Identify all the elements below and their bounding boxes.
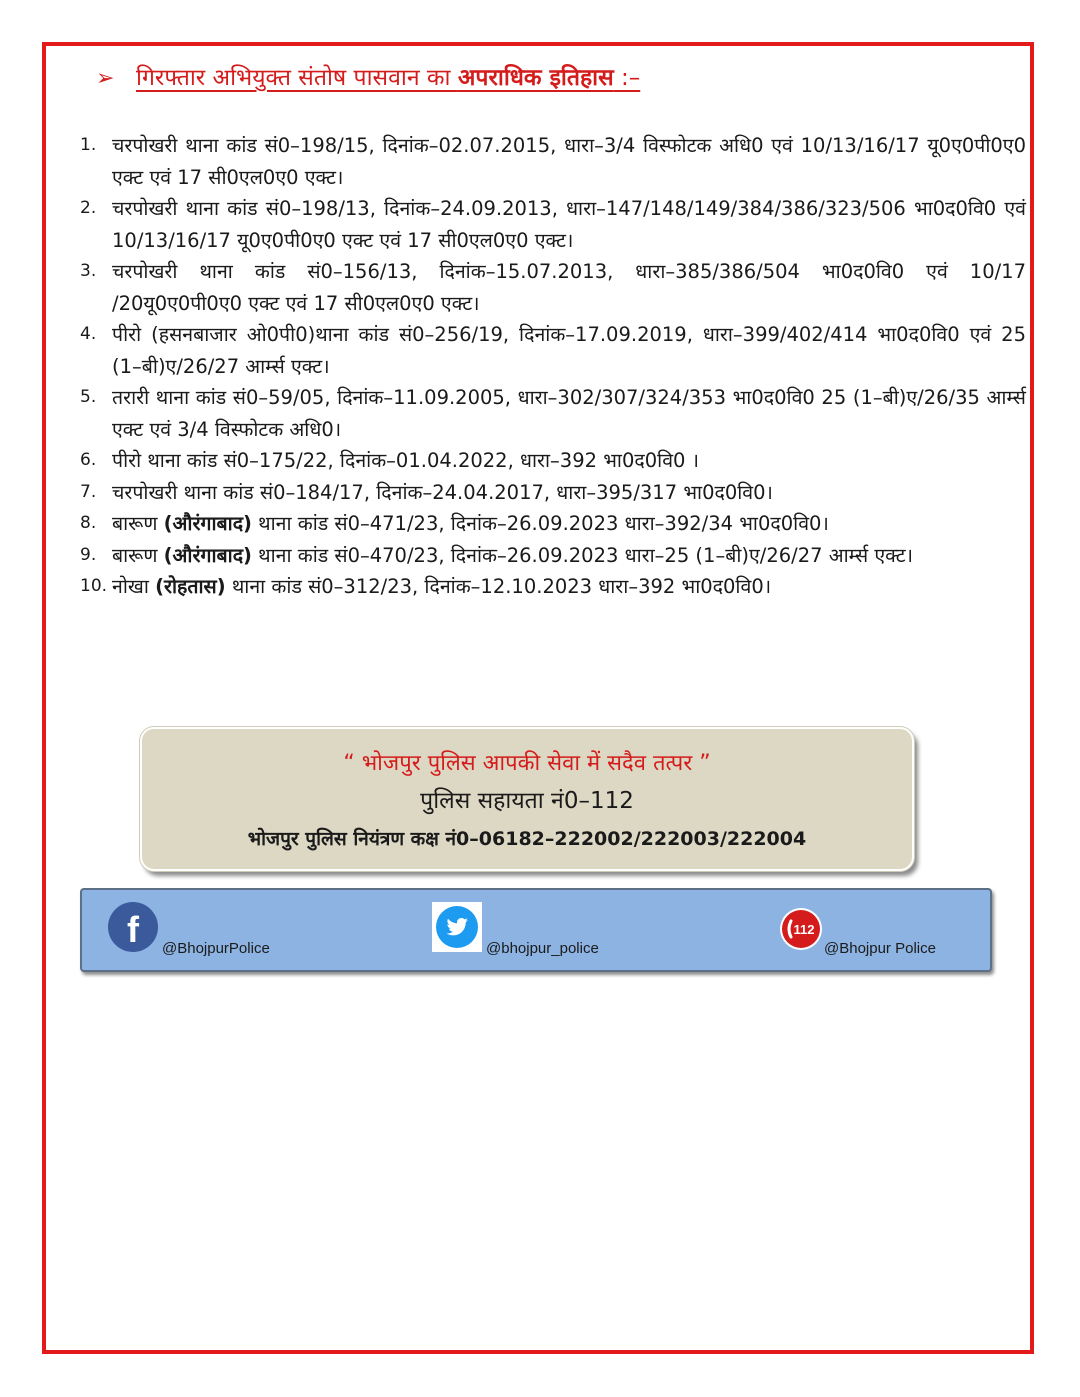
list-item: 7. चरपोखरी थाना कांड सं0–184/17, दिनांक–24.04.2017, धारा–395/317 भा0द0वि0। — [80, 480, 773, 504]
list-item: 2. चरपोखरी थाना कांड सं0–198/13, दिनांक–24.09.2013, धारा–147/148/149/384/386/323/506 भा0द0वि0 एवं 10/13/16/17 यू0ए0पी0ए0 एक्ट एवं 17 सी0एल0ए0 एक्ट। — [80, 197, 1026, 252]
criminal-history-list — [80, 130, 1026, 603]
heading-text: गिरफ्तार अभियुक्त संतोष पासवान का — [136, 65, 458, 91]
list-item: 1. चरपोखरी थाना कांड सं0–198/15, दिनांक–02.07.2015, धारा–3/4 विस्फोटक अधि0 एवं 10/13/16/17 यू0ए0पी0ए0 एक्ट एवं 17 सी0एल0ए0 एक्ट। — [80, 134, 1026, 189]
list-item: 9. बारूण (औरंगाबाद) थाना कांड सं0–470/23, दिनांक–26.09.2023 धारा–25 (1–बी)ए/26/27 आर्म्स एक्ट। — [80, 543, 914, 567]
list-item: 4. पीरो (हसनबाजार ओ0पी0)थाना कांड सं0–256/19, दिनांक–17.09.2019, धारा–399/402/414 भा0द0वि0 एवं 25 (1–बी)ए/26/27 आर्म्स एक्ट। — [80, 323, 1026, 378]
police-helpline-box — [140, 727, 914, 871]
svg-text:112: 112 — [793, 922, 815, 937]
facebook-icon: f — [108, 902, 158, 952]
social-media-bar — [80, 888, 992, 972]
phone-112-icon — [782, 910, 820, 948]
dial112-handle: @Bhojpur Police — [824, 940, 936, 957]
heading-suffix: :– — [613, 65, 641, 91]
twitter-icon — [432, 902, 482, 952]
list-item: 10. नोखा (रोहतास) थाना कांड सं0–312/23, दिनांक–12.10.2023 धारा–392 भा0द0वि0। — [80, 575, 772, 598]
twitter-handle: @bhojpur_police — [486, 940, 599, 957]
list-item: 5. तरारी थाना कांड सं0–59/05, दिनांक–11.09.2005, धारा–302/307/324/353 भा0द0वि0 25 (1–बी)ए/26/35 आर्म्स एक्ट एवं 3/4 विस्फोटक अधि0। — [80, 386, 1026, 441]
heading-bold-text: अपराधिक इतिहास — [457, 65, 614, 91]
list-item: 3. चरपोखरी थाना कांड सं0–156/13, दिनांक–15.07.2013, धारा–385/386/504 भा0द0वि0 एवं 10/17 /20यू0ए0पी0ए0 एक्ट एवं 17 सी0एल0ए0 एक्ट। — [80, 260, 1026, 315]
list-item: 8. बारूण (औरंगाबाद) थाना कांड सं0–471/23, दिनांक–26.09.2023 धारा–392/34 भा0द0वि0। — [80, 512, 829, 535]
police-slogan: “ भोजपुर पुलिस आपकी सेवा में सदैव तत्पर ” — [343, 751, 711, 776]
section-heading — [96, 60, 640, 92]
facebook-handle: @BhojpurPolice — [162, 940, 270, 957]
control-room-numbers: भोजपुर पुलिस नियंत्रण कक्ष नं0–06182–222002/222003/222004 — [247, 828, 807, 850]
helpline-number: पुलिस सहायता नं0–112 — [420, 788, 634, 814]
arrow-bullet-icon: ➢ — [96, 66, 115, 91]
list-item: 6. पीरो थाना कांड सं0–175/22, दिनांक–01.04.2022, धारा–392 भा0द0वि0 । — [80, 449, 700, 472]
